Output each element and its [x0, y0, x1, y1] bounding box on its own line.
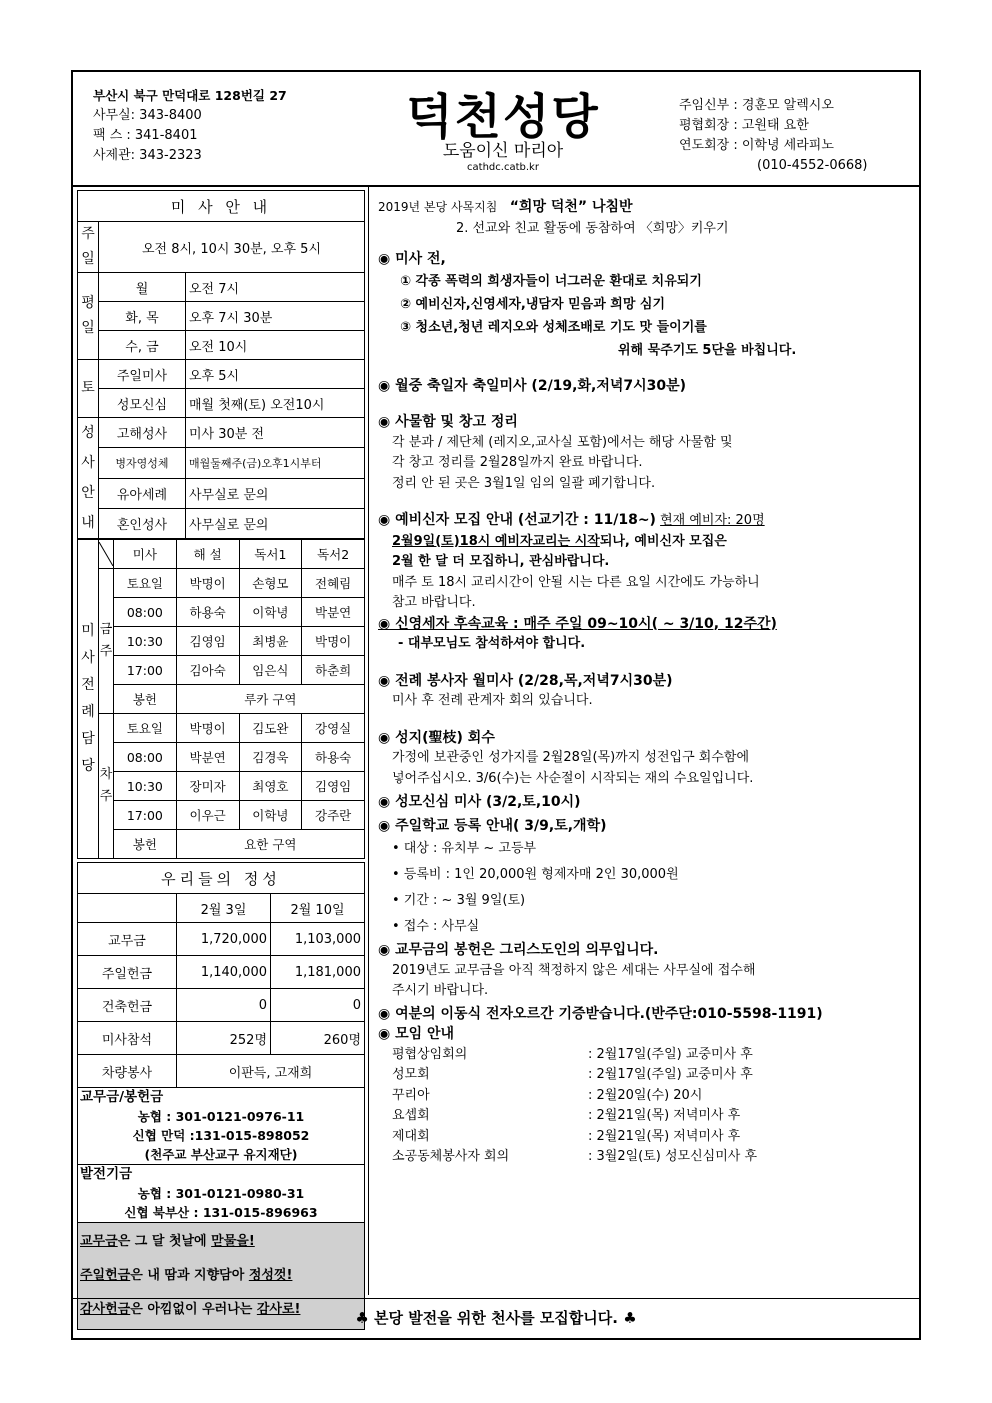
offering-amount: 0 [177, 989, 271, 1022]
reader2: 하춘희 [302, 656, 365, 685]
account-line: 신협 만덕 :131-015-898052 [132, 1128, 310, 1143]
saturday-item: 주일미사 [99, 360, 186, 389]
catechumen-text: 매주 토 18시 교리시간이 안될 시는 다른 요일 시간에도 가능하니 [392, 574, 760, 590]
driver-label: 차량봉사 [78, 1055, 177, 1088]
catechumen-start: 2월9일(토)18시 예비자교리는 시작 [392, 533, 600, 549]
slogan-end: 감사로! [256, 1302, 301, 1317]
offering-type: 건축헌금 [78, 989, 177, 1022]
locker-text: 각 창고 정리를 2월28일까지 완료 바랍니다. [392, 455, 643, 470]
meeting-name: 소공동체봉사자 회의 [392, 1149, 510, 1164]
saturday-label: 토 [78, 360, 99, 418]
slogan-line [80, 1225, 362, 1259]
diagonal-line [99, 542, 113, 566]
weekday-day: 수, 금 [99, 331, 186, 360]
parish-website: cathdc.catb.kr [467, 162, 539, 173]
weekday-label: 평일 [78, 273, 99, 360]
blank-cell [78, 894, 177, 923]
header-divider [73, 185, 919, 187]
catechumen-text: 참고 바랍니다. [392, 595, 476, 610]
reader1: 김도완 [239, 714, 302, 743]
account-line: 농협 : 301-0121-0976-11 [137, 1109, 305, 1124]
office-phone: 사무실: 343-8400 [93, 108, 202, 123]
reader1: 임은식 [239, 656, 302, 685]
servers-heading: ◉ 전례 봉사자 월미사 (2/28,목,저녁7시30분) [378, 672, 673, 689]
weekday-day: 화, 목 [99, 302, 186, 331]
commentator: 박명이 [176, 714, 239, 743]
commentator: 김영임 [176, 627, 239, 656]
col-header: 독서2 [302, 540, 365, 569]
mass-info-heading: 미 사 안 내 [78, 191, 365, 222]
reader2: 박분연 [302, 598, 365, 627]
column-divider [368, 185, 369, 1295]
mass-time: 토요일 [114, 569, 177, 598]
saturday-time: 오후 5시 [186, 360, 365, 389]
commentator: 김아숙 [176, 656, 239, 685]
contact-block [93, 86, 287, 166]
saturday-item: 성모신심 [99, 389, 186, 418]
account-line: 농협 : 301-0121-0980-31 [137, 1186, 305, 1201]
meeting-name: 요셉회 [392, 1108, 430, 1123]
meeting-row [378, 1127, 918, 1148]
slogan-text: 은 그 달 첫날에 [117, 1234, 212, 1249]
locker-text: 정리 안 된 곳은 3월1일 임의 일괄 폐기합니다. [392, 475, 656, 491]
fax-number: 팩 스 : 341-8401 [93, 128, 198, 143]
mass-time: 토요일 [114, 714, 177, 743]
sunday-label: 주일 [78, 222, 99, 273]
reader1: 최영호 [239, 772, 302, 801]
offering-district: 요한 구역 [176, 830, 364, 859]
corner-cell [99, 540, 114, 569]
catechumen-line [378, 532, 918, 553]
school-item: • 대상 : 유치부 ~ 고등부 [392, 841, 537, 856]
liturgy-label: 미사전례담당 [78, 540, 99, 859]
prayer-intention: ② 예비신자,신영세자,냉담자 믿음과 희망 심기 [400, 296, 666, 312]
palm-text: 넣어주십시오. 3/6(수)는 사순절이 시작되는 재의 수요일입니다. [392, 770, 754, 786]
sacrament-name: 병자영성체 [99, 448, 186, 478]
slogan-key: 감사헌금 [80, 1302, 131, 1317]
mass-time: 08:00 [114, 743, 177, 772]
notices-column [378, 197, 918, 1168]
development-accounts [77, 1165, 365, 1223]
palm-text: 가정에 보관중인 성가지를 2월28일(목)까지 성전입구 회수함에 [392, 750, 750, 765]
policy-line [378, 197, 918, 219]
sacrament-time: 미사 30분 전 [186, 418, 365, 448]
locker-text: 각 분과 / 제단체 (레지오,교사실 포함)에서는 해당 사물함 및 [392, 434, 733, 450]
mass-time: 10:30 [114, 627, 177, 656]
commentator: 하용숙 [176, 598, 239, 627]
reader1: 최병윤 [239, 627, 302, 656]
reader2: 강영실 [302, 714, 365, 743]
slogan-end: 정성껏! [248, 1268, 293, 1283]
sacrament-time: 매월둘째주(금)오후1시부터 [186, 448, 365, 478]
policy-year: 2019년 본당 사목지침 [378, 200, 498, 214]
catechumen-cont: 되나, 예비신자 모집은 [599, 533, 727, 549]
next-week-label: 차주 [99, 714, 114, 859]
sacrament-name: 유아세례 [99, 478, 186, 508]
tithe-duty-text: 2019년도 교무금을 아직 책정하지 않은 세대는 사무실에 접수해 [392, 962, 756, 978]
meeting-row [378, 1065, 918, 1086]
this-week-label: 금주 [99, 569, 114, 714]
catechumen-heading-line [378, 510, 918, 532]
weekday-day: 월 [99, 273, 186, 302]
policy-title: “희망 덕천” 나침반 [509, 199, 633, 215]
tithe-accounts [77, 1088, 365, 1165]
reader2: 전혜림 [302, 569, 365, 598]
offering-amount: 260명 [271, 1022, 365, 1055]
reader2: 강주란 [302, 801, 365, 830]
marian-mass: ◉ 성모신심 미사 (3/2,토,10시) [378, 794, 581, 810]
parish-title: 덕천성당 [406, 89, 600, 145]
tithe-duty-text: 주시기 바랍니다. [392, 983, 489, 998]
mass-time: 17:00 [114, 801, 177, 830]
locker-heading: ◉ 사물함 및 창고 정리 [378, 414, 518, 430]
mass-time: 17:00 [114, 656, 177, 685]
reader1: 손형모 [239, 569, 302, 598]
neophyte-heading: ◉ 신영세자 후속교육 : 매주 주일 09~10시( ~ 3/10, 12주간) [378, 615, 777, 632]
offerings-table [77, 862, 365, 1088]
account-line: 신협 북부산 : 131-015-896963 [124, 1205, 318, 1220]
tithe-duty-heading: ◉ 교무금의 봉헌은 그리스도인의 의무입니다. [378, 942, 659, 958]
palm-heading: ◉ 성지(聖枝) 회수 [378, 729, 495, 746]
meeting-time: : 3월2일(토) 성모신심미사 후 [588, 1149, 758, 1164]
slogan-end: 맏물을! [211, 1234, 255, 1249]
tithe-accounts-heading: 교무금/봉헌금 [80, 1089, 164, 1105]
neophyte-text: - 대부모님도 참석하셔야 합니다. [398, 636, 586, 651]
offerings-heading: 우리들의 정성 [78, 863, 365, 894]
col-header: 해 설 [176, 540, 239, 569]
meeting-name: 성모회 [392, 1067, 430, 1082]
weekday-time: 오전 10시 [186, 331, 365, 360]
pre-mass-heading: ◉ 미사 전, [378, 251, 446, 267]
council-president: 평협회장 : 고원태 요한 [679, 118, 809, 133]
weekday-time: 오후 7시 30분 [186, 302, 365, 331]
slogan-key: 교무금 [80, 1234, 118, 1249]
meeting-time: : 2월20일(수) 20시 [588, 1087, 703, 1103]
commentator: 박분연 [176, 743, 239, 772]
school-item: • 기간 : ~ 3월 9일(토) [392, 893, 526, 908]
address: 부산시 북구 만덕대로 128번길 27 [93, 88, 287, 103]
sacrament-name: 혼인성사 [99, 508, 186, 538]
parish-patron: 도움이신 마리아 [442, 141, 564, 161]
sunday-school-heading: ◉ 주일학교 등록 안내( 3/9,토,개학) [378, 817, 607, 834]
liturgy-table [77, 539, 365, 859]
meeting-name: 꾸리아 [392, 1087, 430, 1103]
school-item: • 접수 : 사무실 [392, 919, 480, 934]
school-item: • 등록비 : 1인 20,000원 형제자매 2인 30,000원 [392, 867, 679, 882]
slogan-line [80, 1259, 362, 1293]
catechumen-heading: ◉ 예비신자 모집 안내 (선교기간 : 11/18~) [378, 512, 656, 528]
reader2: 하용숙 [302, 743, 365, 772]
meeting-name: 제대회 [392, 1128, 430, 1144]
sacrament-name: 고해성사 [99, 418, 186, 448]
reader2: 박명이 [302, 627, 365, 656]
meeting-time: : 2월21일(목) 저녁미사 후 [588, 1108, 741, 1123]
mass-schedule-table [77, 190, 365, 539]
offering-type: 미사참석 [78, 1022, 177, 1055]
offering-type: 교무금 [78, 923, 177, 956]
offering-amount: 1,181,000 [271, 956, 365, 989]
date-header: 2월 3일 [177, 894, 271, 923]
commentator: 이우근 [176, 801, 239, 830]
slogan-text: 은 내 땀과 지향담아 [130, 1268, 249, 1283]
slogan-text: 은 아낌없이 우러나는 [130, 1302, 257, 1317]
reader1: 이학녕 [239, 801, 302, 830]
offering-amount: 0 [271, 989, 365, 1022]
servers-text: 미사 후 전례 관계자 회의 있습니다. [392, 693, 593, 708]
mass-time: 08:00 [114, 598, 177, 627]
rep-president: 연도회장 : 이학녕 세라피노 [679, 138, 834, 153]
catechumen-text: 2월 한 달 더 모집하니, 관심바랍니다. [392, 554, 610, 569]
col-header: 미사 [114, 540, 177, 569]
leaders-block [679, 96, 868, 176]
meeting-time: : 2월21일(목) 저녁미사 후 [588, 1128, 741, 1144]
offering-amount: 1,720,000 [177, 923, 271, 956]
organ-donation: ◉ 여분의 이동식 전자오르간 기증받습니다.(반주단:010-5598-1191) [378, 1005, 823, 1022]
prayer-intention: 위해 묵주기도 5단을 바칩니다. [618, 342, 797, 358]
offering-label: 봉헌 [114, 685, 177, 714]
bulletin-frame [71, 70, 921, 1340]
driver-names: 이판득, 고재희 [177, 1055, 365, 1088]
meeting-row [378, 1147, 918, 1168]
left-column [77, 190, 365, 1330]
catechumen-count: 현재 예비자: 20명 [660, 513, 765, 528]
commentator: 장미자 [176, 772, 239, 801]
col-header: 독서1 [239, 540, 302, 569]
feast-mass: ◉ 월중 축일자 축일미사 (2/19,화,저녁7시30분) [378, 377, 687, 394]
reader1: 김경욱 [239, 743, 302, 772]
account-line: (천주교 부산교구 유지재단) [144, 1147, 298, 1162]
rectory-phone: 사제관: 343-2323 [93, 148, 202, 163]
sunday-times: 오전 8시, 10시 30분, 오후 5시 [99, 222, 365, 273]
meeting-row [378, 1106, 918, 1127]
meeting-row [378, 1086, 918, 1107]
meetings-heading: ◉ 모임 안내 [378, 1026, 455, 1042]
mass-time: 10:30 [114, 772, 177, 801]
sacrament-time: 사무실로 문의 [186, 508, 365, 538]
prayer-intention: ① 각종 폭력의 희생자들이 너그러운 환대로 치유되기 [400, 273, 702, 289]
commentator: 박명이 [176, 569, 239, 598]
meeting-time: : 2월17일(주일) 교중미사 후 [588, 1046, 753, 1062]
reader2: 김영임 [302, 772, 365, 801]
policy-sub: 2. 선교와 친교 활동에 동참하여 〈희망〉키우기 [456, 220, 729, 236]
saturday-time: 매월 첫째(토) 오전10시 [186, 389, 365, 418]
offering-amount: 252명 [177, 1022, 271, 1055]
footer-banner: ♣ 본당 발전을 위한 천사를 모집합니다. ♣ [73, 1298, 919, 1328]
offering-amount: 1,140,000 [177, 956, 271, 989]
date-header: 2월 10일 [271, 894, 365, 923]
prayer-intention: ③ 청소년,청년 레지오와 성체조배로 기도 맛 들이기를 [400, 319, 707, 335]
reader1: 이학녕 [239, 598, 302, 627]
sacrament-time: 사무실로 문의 [186, 478, 365, 508]
weekday-time: 오전 7시 [186, 273, 365, 302]
offering-district: 루카 구역 [176, 685, 364, 714]
meeting-time: : 2월17일(주일) 교중미사 후 [588, 1067, 753, 1082]
offering-label: 봉헌 [114, 830, 177, 859]
development-heading: 발전기금 [80, 1166, 133, 1182]
meeting-name: 평협상임회의 [392, 1046, 468, 1062]
offering-amount: 1,103,000 [271, 923, 365, 956]
meeting-row [378, 1045, 918, 1066]
pastor: 주임신부 : 경훈모 알렉시오 [679, 98, 834, 113]
offering-type: 주일헌금 [78, 956, 177, 989]
slogan-key: 주일헌금 [80, 1268, 131, 1283]
sacrament-label: 성사안내 [78, 418, 99, 539]
rep-phone: (010-4552-0668) [757, 158, 868, 173]
